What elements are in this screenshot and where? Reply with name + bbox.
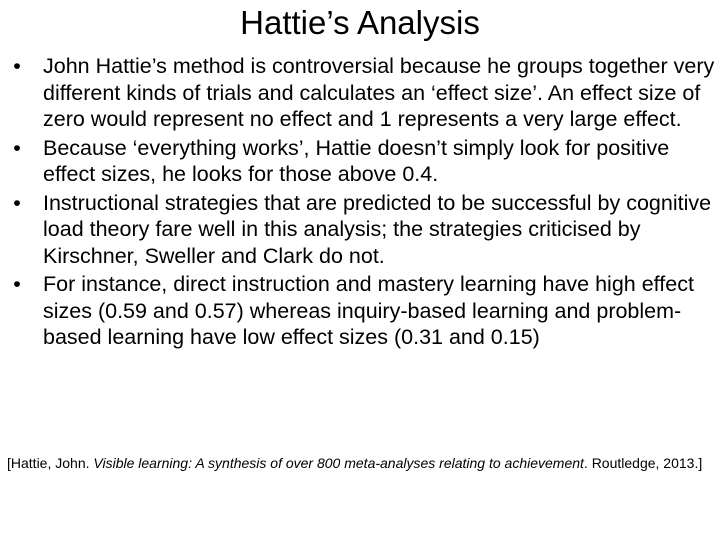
slide-title: Hattie’s Analysis xyxy=(240,4,480,41)
bullet-item-examples xyxy=(7,271,715,351)
reference-suffix: . Routledge, 2013.] xyxy=(583,455,703,471)
reference-citation xyxy=(7,453,713,473)
bullet-item-method xyxy=(7,53,715,133)
bullet-point-icon: • xyxy=(13,190,21,215)
bullet-text-threshold: Because ‘everything works’, Hattie doesn’t simply look for positive effect sizes, he looks for those above 0.4. xyxy=(43,135,670,186)
bullet-point-icon: • xyxy=(13,135,21,160)
bullet-text-examples: For instance, direct instruction and mastery learning have high effect sizes (0.59 and 0.57) whereas inquiry-based learning and problem-based learning have low effect sizes (0.31 and 0.15) xyxy=(43,272,694,349)
reference-prefix: [Hattie, John. xyxy=(7,455,94,471)
bullet-point-icon: • xyxy=(13,54,21,78)
bullet-list xyxy=(7,53,715,353)
bullet-text-strategies: Instructional strategies that are predicted to be successful by cognitive load theory fare well in this analysis; the strategies criticised by Kirschner, Sweller and Clark do not. xyxy=(43,190,712,268)
bullet-point-icon: • xyxy=(13,272,21,296)
reference-book-title: Visible learning: A synthesis of over 800 meta-analyses relating to achievement xyxy=(93,455,584,471)
bullet-item-strategies xyxy=(7,190,715,270)
bullet-item-threshold xyxy=(7,135,715,188)
bullet-text-method: John Hattie’s method is controversial because he groups together very different kinds of trials and calculates an ‘effect size’. An effect size of zero would represent no effect and 1 represents a very large effect. xyxy=(43,54,715,131)
